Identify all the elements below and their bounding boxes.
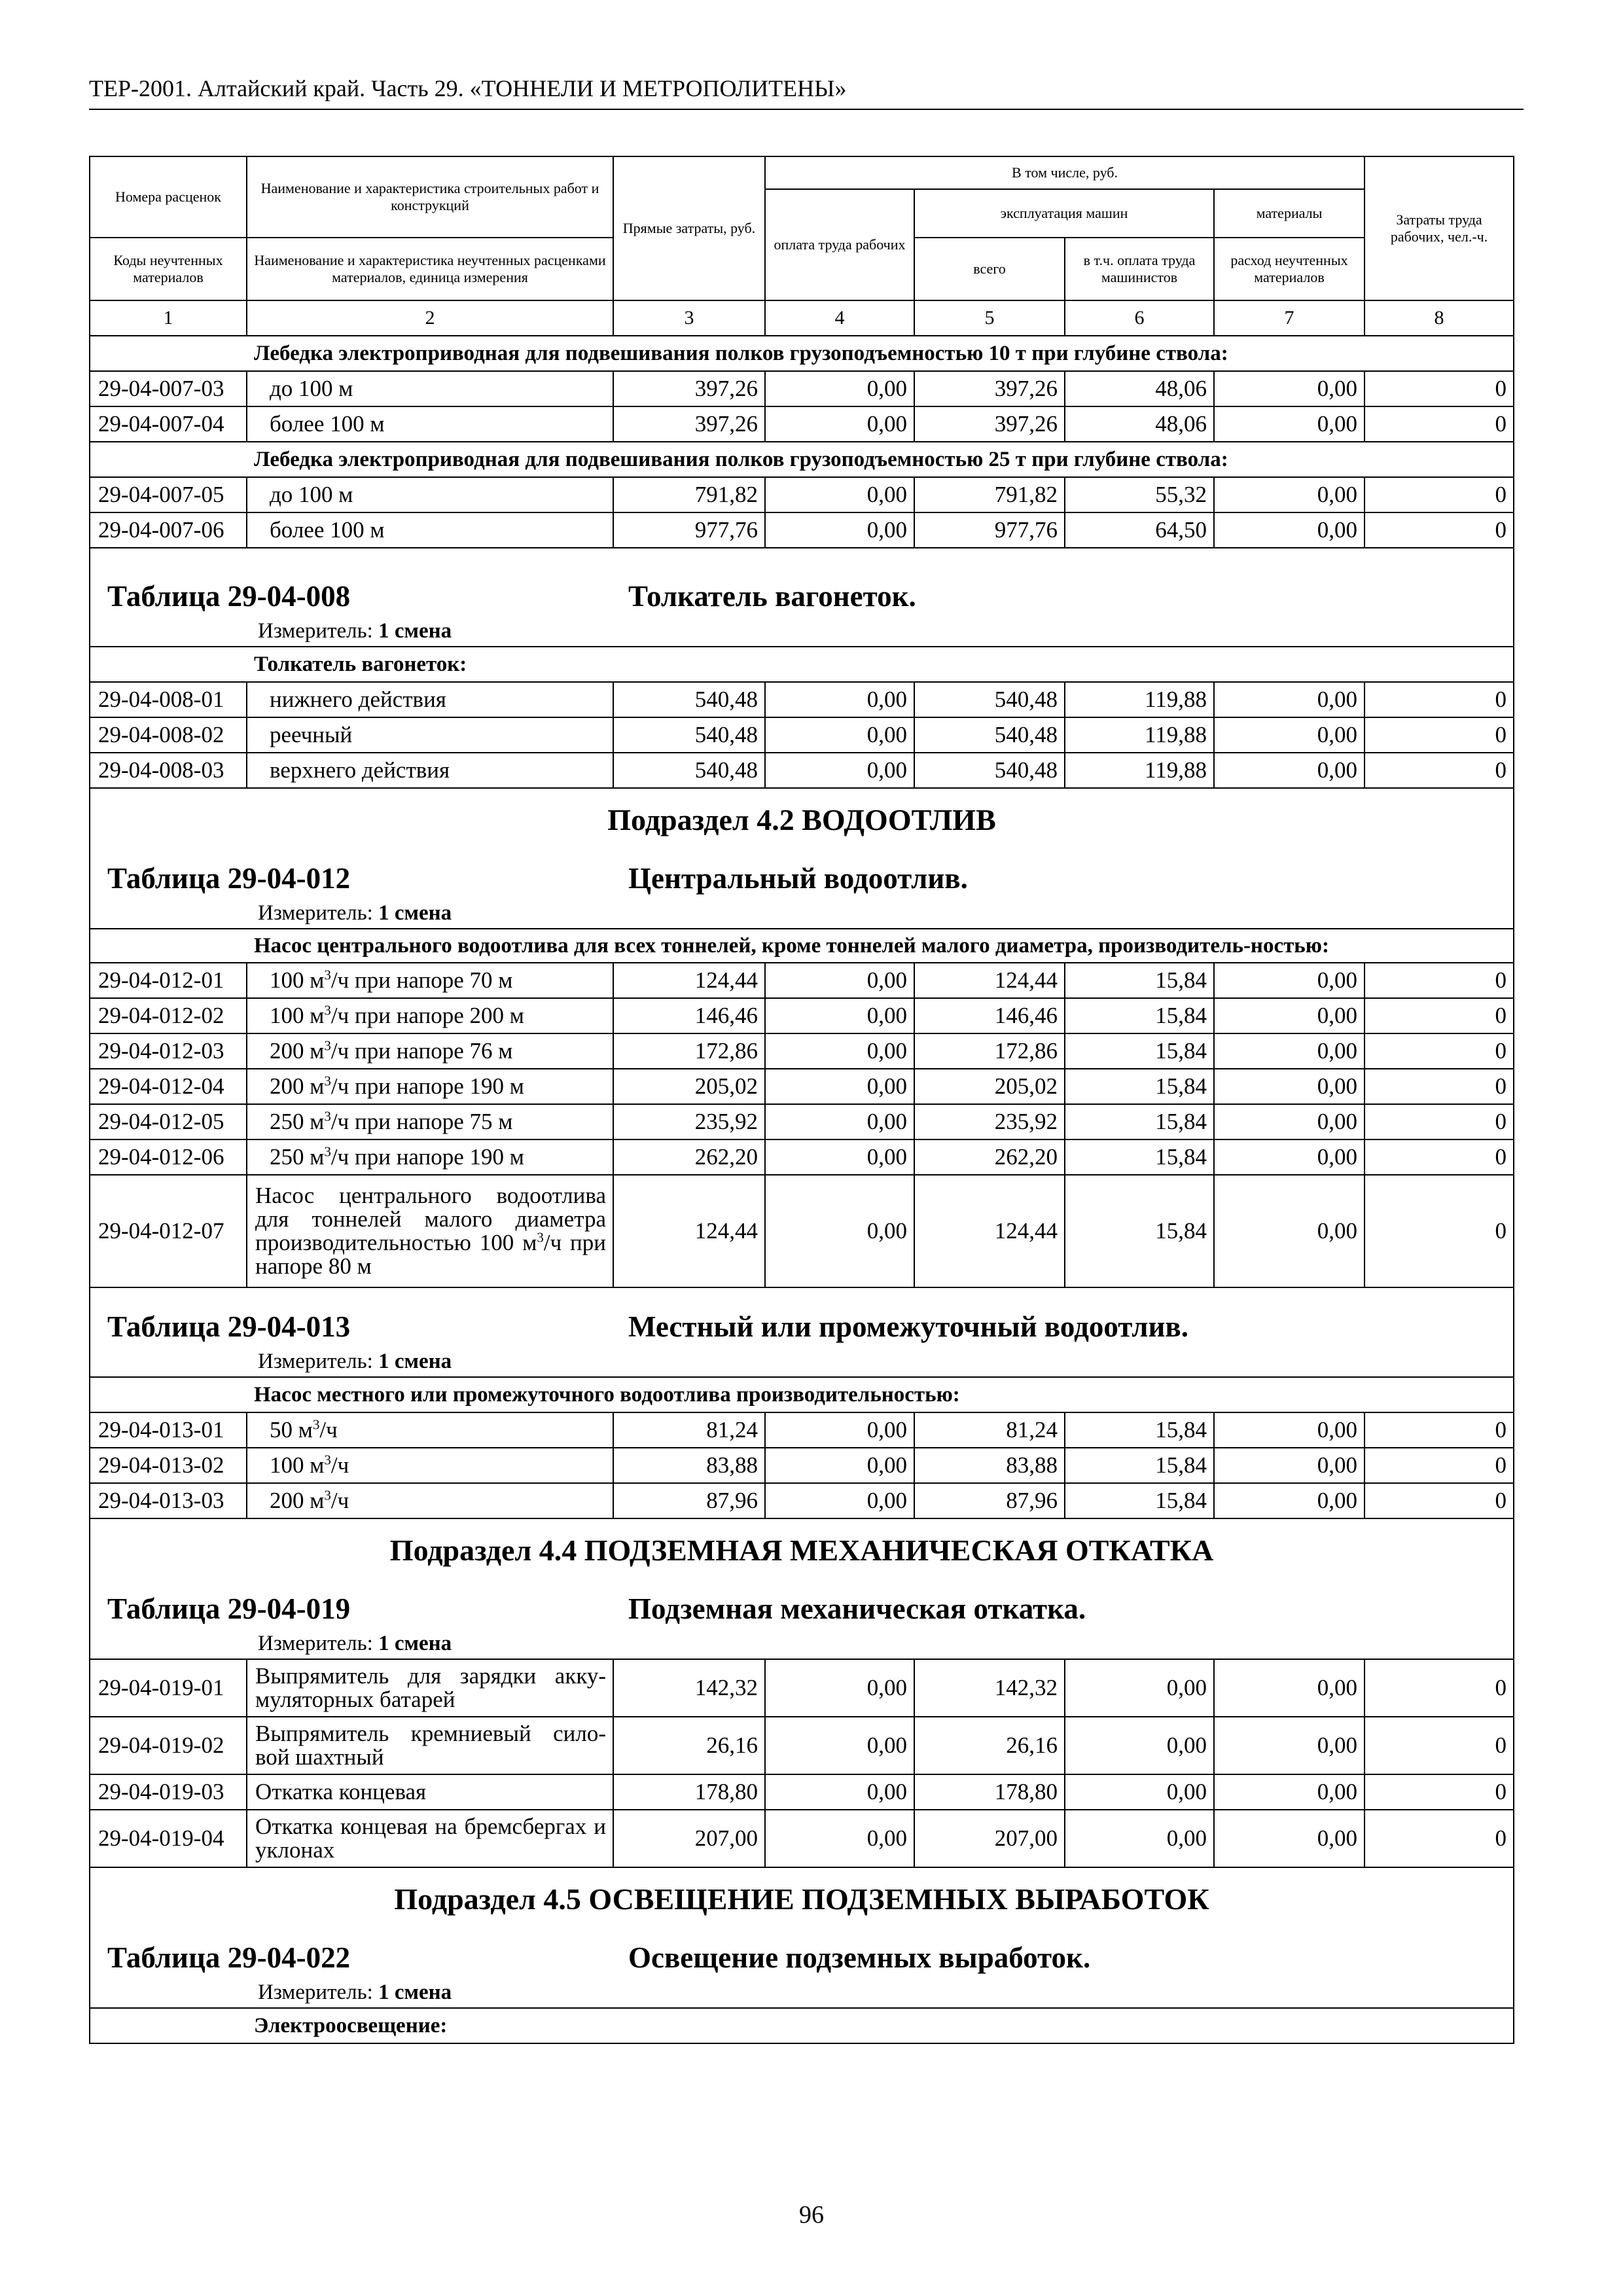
labor-cost: 0 [1364,753,1514,788]
rate-name: верхнего действия [247,753,613,788]
materials: 0,00 [1214,1810,1364,1867]
direct-costs: 977,76 [613,512,765,548]
head-codes-top: Номера расценок [90,156,247,238]
rate-name: до 100 м [247,477,613,512]
table-title: Центральный водоотлив. [628,862,968,895]
table-title: Местный или промежуточный водоотлив. [628,1310,1188,1343]
operators-pay: 55,32 [1065,477,1214,512]
table-row [90,1139,1514,1175]
machines-total: 540,48 [914,753,1065,788]
group-heading: Насос центрального водоотлива для всех тоннелей, кроме тоннелей малого диаметра, производитель-ностью: [90,929,1514,963]
materials: 0,00 [1214,1175,1364,1287]
rate-name: до 100 м [247,371,613,406]
col-num: 5 [914,300,1065,336]
labor-pay: 0,00 [765,477,914,512]
labor-cost: 0 [1364,1139,1514,1175]
operators-pay: 15,84 [1065,1069,1214,1104]
labor-cost: 0 [1364,371,1514,406]
table-row [90,1412,1514,1448]
rate-name: 250 $м^3/ч$ при напоре 75 м [247,1104,613,1139]
subsection-title: Подраздел 4.5 ОСВЕЩЕНИЕ ПОДЗЕМНЫХ ВЫРАБОТОК [90,1867,1514,1919]
group-heading: Толкатель вагонеток: [90,647,1514,682]
labor-pay: 0,00 [765,1175,914,1287]
operators-pay: 15,84 [1065,1483,1214,1518]
rate-code: 29-04-012-05 [90,1104,247,1139]
group-heading: Лебедка электроприводная для подвешивания полков грузоподъемностью 10 т при глубине ствола: [90,336,1514,371]
rate-name: нижнего действия [247,682,613,717]
operators-pay: 15,84 [1065,1412,1214,1448]
head-name-top: Наименование и характеристика строительных работ и конструкций [247,156,613,238]
rate-code: 29-04-012-01 [90,963,247,998]
rate-name: 200 $м^3/ч$ при напоре 190 м [247,1069,613,1104]
machines-total: 791,82 [914,477,1065,512]
page-number: 96 [799,2201,824,2229]
direct-costs: 172,86 [613,1033,765,1069]
subsection-title: Подраздел 4.2 ВОДООТЛИВ [90,788,1514,840]
table-row [90,963,1514,998]
materials: 0,00 [1214,1139,1364,1175]
table-number: Таблица 29-04-008 [107,580,351,613]
labor-cost: 0 [1364,512,1514,548]
direct-costs: 87,96 [613,1483,765,1518]
direct-costs: 397,26 [613,371,765,406]
table-row [90,1659,1514,1717]
rate-name: 100 $м^3/ч$ при напоре 200 м [247,998,613,1033]
operators-pay: 15,84 [1065,998,1214,1033]
machines-total: 540,48 [914,717,1065,753]
meter-line [90,898,1514,929]
labor-pay: 0,00 [765,753,914,788]
direct-costs: 262,20 [613,1139,765,1175]
table-row [90,1483,1514,1518]
direct-costs: 26,16 [613,1717,765,1774]
machines-total: 81,24 [914,1412,1065,1448]
labor-pay: 0,00 [765,512,914,548]
col-num: 6 [1065,300,1214,336]
col-num: 1 [90,300,247,336]
rate-name: Откатка концевая [247,1774,613,1810]
head-unaccounted: расход неучтенных материалов [1214,238,1364,300]
machines-total: 397,26 [914,371,1065,406]
table-row [90,1774,1514,1810]
operators-pay: 15,84 [1065,1175,1214,1287]
labor-pay: 0,00 [765,1659,914,1717]
table-row [90,1448,1514,1483]
head-labor-pay: оплата труда рабочих [765,189,914,300]
col-num: 8 [1364,300,1514,336]
direct-costs: 142,32 [613,1659,765,1717]
meter-line [90,1346,1514,1377]
operators-pay: 0,00 [1065,1659,1214,1717]
machines-total: 397,26 [914,406,1065,442]
direct-costs: 397,26 [613,406,765,442]
operators-pay: 64,50 [1065,512,1214,548]
table-caption [90,1919,1514,1977]
machines-total: 172,86 [914,1033,1065,1069]
direct-costs: 540,48 [613,682,765,717]
rate-name: Выпрямитель для зарядки акку-муляторных батарей [247,1659,613,1717]
labor-cost: 0 [1364,406,1514,442]
rate-code: 29-04-012-07 [90,1175,247,1287]
table-row [90,1033,1514,1069]
labor-pay: 0,00 [765,682,914,717]
meter-label: Измеритель: [258,1350,373,1373]
labor-cost: 0 [1364,477,1514,512]
operators-pay: 15,84 [1065,1448,1214,1483]
head-total: всего [914,238,1065,300]
labor-cost: 0 [1364,1175,1514,1287]
direct-costs: 81,24 [613,1412,765,1448]
labor-pay: 0,00 [765,963,914,998]
materials: 0,00 [1214,682,1364,717]
meter-label: Измеритель: [258,901,373,925]
col-num: 3 [613,300,765,336]
materials: 0,00 [1214,963,1364,998]
direct-costs: 124,44 [613,963,765,998]
col-num: 2 [247,300,613,336]
materials: 0,00 [1214,717,1364,753]
rate-code: 29-04-012-06 [90,1139,247,1175]
labor-pay: 0,00 [765,1033,914,1069]
meter-line [90,616,1514,647]
meter-label: Измеритель: [258,1981,373,2004]
meter-value: 1 смена [378,619,452,643]
labor-pay: 0,00 [765,717,914,753]
table-row [90,717,1514,753]
direct-costs: 207,00 [613,1810,765,1867]
machines-total: 540,48 [914,682,1065,717]
materials: 0,00 [1214,753,1364,788]
table-row [90,512,1514,548]
operators-pay: 48,06 [1065,371,1214,406]
operators-pay: 119,88 [1065,753,1214,788]
machines-total: 977,76 [914,512,1065,548]
direct-costs: 146,46 [613,998,765,1033]
head-direct-costs: Прямые затраты, руб. [613,156,765,300]
page-header: ТЕР-2001. Алтайский край. Часть 29. «ТОННЕЛИ И МЕТРОПОЛИТЕНЫ» [89,73,1524,110]
meter-value: 1 смена [378,1632,452,1655]
rate-name: более 100 м [247,512,613,548]
direct-costs: 83,88 [613,1448,765,1483]
rate-code: 29-04-008-02 [90,717,247,753]
table-row [90,998,1514,1033]
group-heading: Лебедка электроприводная для подвешивания полков грузоподъемностью 25 т при глубине ствола: [90,442,1514,477]
rate-code: 29-04-007-05 [90,477,247,512]
table-row [90,406,1514,442]
rate-name: реечный [247,717,613,753]
materials: 0,00 [1214,1069,1364,1104]
labor-cost: 0 [1364,1717,1514,1774]
table-row [90,682,1514,717]
machines-total: 205,02 [914,1069,1065,1104]
labor-pay: 0,00 [765,1717,914,1774]
machines-total: 235,92 [914,1104,1065,1139]
subsection-title: Подраздел 4.4 ПОДЗЕМНАЯ МЕХАНИЧЕСКАЯ ОТКАТКА [90,1518,1514,1570]
table-number: Таблица 29-04-022 [107,1941,351,1974]
head-codes-bottom: Коды неучтенных материалов [90,238,247,300]
direct-costs: 124,44 [613,1175,765,1287]
rate-name: Насос центрального водоотлива для тоннелей малого диаметра производительностью 100 $м^3/ч$ при напоре 80 м [247,1175,613,1287]
col-num: 4 [765,300,914,336]
labor-pay: 0,00 [765,998,914,1033]
rate-code: 29-04-012-02 [90,998,247,1033]
head-materials: материалы [1214,189,1364,238]
direct-costs: 205,02 [613,1069,765,1104]
rate-name: 50 $м^3/ч$ [247,1412,613,1448]
labor-cost: 0 [1364,1033,1514,1069]
group-heading: Электроосвещение: [90,2008,1514,2043]
table-row [90,753,1514,788]
labor-pay: 0,00 [765,1774,914,1810]
operators-pay: 15,84 [1065,1139,1214,1175]
operators-pay: 15,84 [1065,1033,1214,1069]
column-numbers-row [90,300,1514,336]
table-caption [90,1570,1514,1628]
meter-value: 1 смена [378,1981,452,2004]
table-row [90,1069,1514,1104]
materials: 0,00 [1214,406,1364,442]
labor-cost: 0 [1364,998,1514,1033]
operators-pay: 0,00 [1065,1717,1214,1774]
table-row [90,371,1514,406]
labor-pay: 0,00 [765,1810,914,1867]
operators-pay: 15,84 [1065,1104,1214,1139]
rate-name: более 100 м [247,406,613,442]
rate-code: 29-04-008-01 [90,682,247,717]
labor-pay: 0,00 [765,1104,914,1139]
rate-code: 29-04-013-03 [90,1483,247,1518]
table-number: Таблица 29-04-019 [107,1592,351,1625]
table-caption [90,1287,1514,1346]
table-row [90,1717,1514,1774]
rate-code: 29-04-008-03 [90,753,247,788]
labor-cost: 0 [1364,1104,1514,1139]
materials: 0,00 [1214,1412,1364,1448]
operators-pay: 119,88 [1065,717,1214,753]
direct-costs: 540,48 [613,753,765,788]
materials: 0,00 [1214,512,1364,548]
table-row [90,1104,1514,1139]
table-title: Толкатель вагонеток. [628,580,916,613]
table-row [90,1175,1514,1287]
machines-total: 124,44 [914,963,1065,998]
col-num: 7 [1214,300,1364,336]
head-incl-operators: в т.ч. оплата труда машинистов [1065,238,1214,300]
labor-pay: 0,00 [765,1069,914,1104]
table-number: Таблица 29-04-013 [107,1310,351,1343]
machines-total: 262,20 [914,1139,1065,1175]
rate-code: 29-04-019-03 [90,1774,247,1810]
labor-pay: 0,00 [765,371,914,406]
operators-pay: 0,00 [1065,1810,1214,1867]
labor-cost: 0 [1364,1774,1514,1810]
labor-cost: 0 [1364,1810,1514,1867]
rate-code: 29-04-012-03 [90,1033,247,1069]
machines-total: 124,44 [914,1175,1065,1287]
labor-cost: 0 [1364,963,1514,998]
head-including: В том числе, руб. [765,156,1364,189]
rate-code: 29-04-012-04 [90,1069,247,1104]
rate-name: 250 $м^3/ч$ при напоре 190 м [247,1139,613,1175]
table-caption [90,840,1514,898]
rate-code: 29-04-007-03 [90,371,247,406]
labor-cost: 0 [1364,1069,1514,1104]
materials: 0,00 [1214,1104,1364,1139]
operators-pay: 48,06 [1065,406,1214,442]
labor-cost: 0 [1364,1659,1514,1717]
direct-costs: 540,48 [613,717,765,753]
labor-pay: 0,00 [765,1448,914,1483]
direct-costs: 791,82 [613,477,765,512]
head-name-bottom: Наименование и характеристика неучтенных расценками материалов, единица измерения [247,238,613,300]
machines-total: 146,46 [914,998,1065,1033]
machines-total: 26,16 [914,1717,1065,1774]
materials: 0,00 [1214,1774,1364,1810]
labor-pay: 0,00 [765,1412,914,1448]
labor-cost: 0 [1364,682,1514,717]
operators-pay: 0,00 [1065,1774,1214,1810]
rate-name: Выпрямитель кремниевый сило-вой шахтный [247,1717,613,1774]
rate-code: 29-04-007-06 [90,512,247,548]
labor-pay: 0,00 [765,1483,914,1518]
machines-total: 178,80 [914,1774,1065,1810]
meter-label: Измеритель: [258,1632,373,1655]
labor-pay: 0,00 [765,406,914,442]
rate-name: 200 $м^3/ч$ [247,1483,613,1518]
materials: 0,00 [1214,998,1364,1033]
labor-cost: 0 [1364,1483,1514,1518]
rate-code: 29-04-019-02 [90,1717,247,1774]
materials: 0,00 [1214,1483,1364,1518]
rates-table [89,156,1514,2044]
direct-costs: 178,80 [613,1774,765,1810]
table-row [90,477,1514,512]
machines-total: 142,32 [914,1659,1065,1717]
head-machines: эксплуатация машин [914,189,1214,238]
operators-pay: 15,84 [1065,963,1214,998]
materials: 0,00 [1214,1659,1364,1717]
head-labor-cost: Затраты труда рабочих, чел.-ч. [1364,156,1514,300]
machines-total: 207,00 [914,1810,1065,1867]
labor-cost: 0 [1364,1448,1514,1483]
table-title: Подземная механическая откатка. [628,1592,1086,1625]
materials: 0,00 [1214,371,1364,406]
meter-value: 1 смена [378,901,452,925]
meter-line [90,1977,1514,2008]
meter-line [90,1628,1514,1659]
meter-label: Измеритель: [258,619,373,643]
direct-costs: 235,92 [613,1104,765,1139]
rate-name: Откатка концевая на бремсбергах и уклонах [247,1810,613,1867]
rate-code: 29-04-019-01 [90,1659,247,1717]
labor-cost: 0 [1364,717,1514,753]
table-caption [90,548,1514,616]
materials: 0,00 [1214,1033,1364,1069]
operators-pay: 119,88 [1065,682,1214,717]
labor-cost: 0 [1364,1412,1514,1448]
materials: 0,00 [1214,1717,1364,1774]
machines-total: 83,88 [914,1448,1065,1483]
table-row [90,1810,1514,1867]
rate-name: 100 $м^3/ч$ при напоре 70 м [247,963,613,998]
machines-total: 87,96 [914,1483,1065,1518]
table-number: Таблица 29-04-012 [107,862,351,895]
meter-value: 1 смена [378,1350,452,1373]
group-heading: Насос местного или промежуточного водоотлива производительностью: [90,1377,1514,1412]
materials: 0,00 [1214,477,1364,512]
rate-code: 29-04-013-01 [90,1412,247,1448]
rate-code: 29-04-013-02 [90,1448,247,1483]
rate-name: 100 $м^3/ч$ [247,1448,613,1483]
rate-code: 29-04-019-04 [90,1810,247,1867]
rate-code: 29-04-007-04 [90,406,247,442]
materials: 0,00 [1214,1448,1364,1483]
labor-pay: 0,00 [765,1139,914,1175]
rate-name: 200 $м^3/ч$ при напоре 76 м [247,1033,613,1069]
table-title: Освещение подземных выработок. [628,1941,1091,1974]
